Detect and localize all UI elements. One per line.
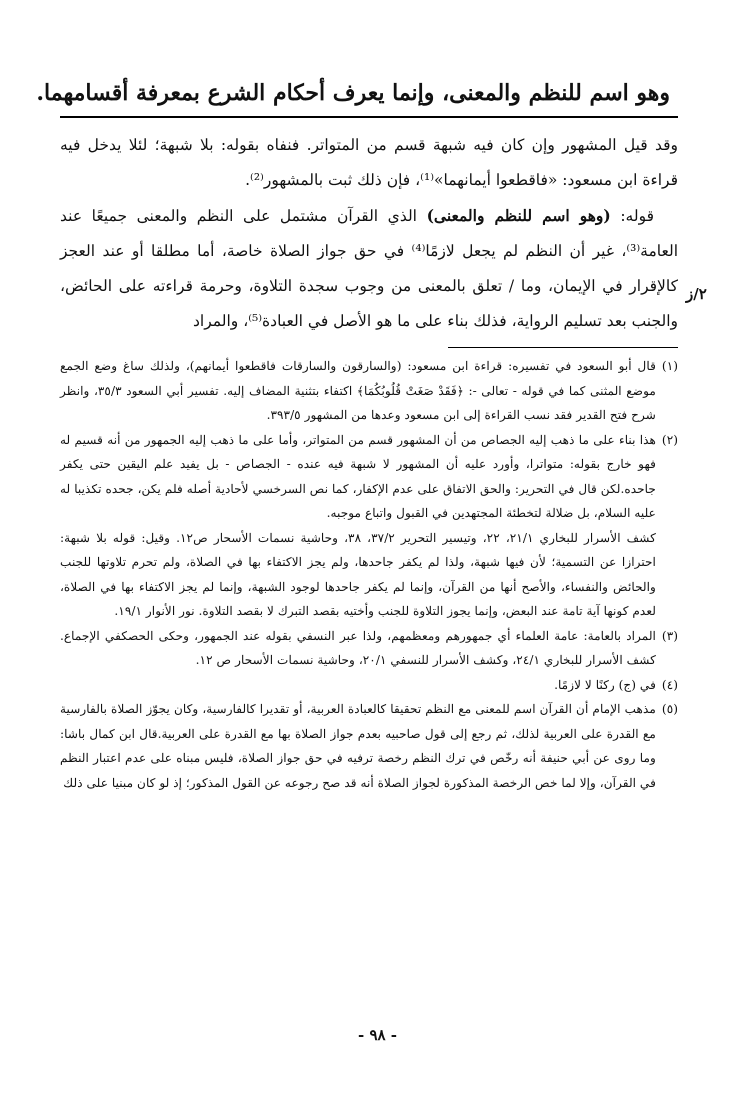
footnote-number: (٤) bbox=[661, 677, 678, 692]
paragraph-2 bbox=[60, 198, 678, 339]
quoted-term: (وهو اسم للنظم والمعنى) bbox=[426, 206, 611, 225]
footnotes bbox=[60, 354, 678, 795]
footnote-number: (٥) bbox=[661, 702, 678, 716]
page-header: وهو اسم للنظم والمعنى، وإنما يعرف أحكام الشرع بمعرفة أقسامهما. bbox=[36, 80, 670, 106]
header-rule bbox=[60, 116, 678, 118]
footnote-5 bbox=[60, 697, 678, 795]
footnote-number: (٣) bbox=[661, 628, 678, 643]
footnote-text: مذهب الإمام أن القرآن اسم للمعنى مع النظم تحقيقا كالعبادة العربية، أو تقديرا كالفارسية، وكان يجوّز الصلاة بالفارسية مع القدرة على العربية لذلك، ثم رجع إلى قول صاحبيه بعدم جواز الصلاة بها مع القدرة على العربية.قال ابن كمال باشا: وما روى عن أبي حنيفة أنه رخّص في ترك النظم رخصة ترفيه في حق جواز الصلاة، فليس مبناه على عدم اعتبار النظم في القرآن، وإلا لما خص الرخصة المذكورة لجواز الصلاة أنه قد صح رجوعه عن القول المذكور؛ إذ لو كان مبنيا على ذلك bbox=[60, 702, 656, 790]
page-number: - ٩٨ - bbox=[357, 1026, 398, 1044]
footnote-2-part-2: كشف الأسرار للبخاري ٢١/١، ٢٢، وتيسير التحرير ٣٧/٢، ٣٨، وحاشية نسمات الأسحار ص١٢. وقيل: قوله بلا شبهة: احترازا عن التسمية؛ لأن فيها شبهة، ولذا لم يكفر جاحدها، ولم يجز الاكتفاء بها في الصلاة، ولم تحرم تلاوتها للجنب والحائض والنفساء، والأصح أنها من القرآن، وإنما لم يكفر جاحدها لوجود الشبهة، وإنما لم يجز الاكتفاء بها في الصلاة، لعدم كونها آية تامة عند البعض، وإنما يجوز التلاوة للجنب وأختيه بقصد التبرك لا بقصد التلاوة. نور الأنوار ١٩/١. bbox=[60, 530, 656, 618]
footnote-rule bbox=[448, 347, 678, 348]
footnote-1 bbox=[60, 354, 678, 428]
footnote-text: قال أبو السعود في تفسيره: قراءة ابن مسعود: (والسارقون والسارقات فاقطعوا أيمانهم)، ولذلك ساغ وضع الجمع موضع المثنى كما في قوله - تعالى -: ﴿فَقَدْ صَغَتْ قُلُوبُكُمَا﴾ اكتفاء بتثنية المضاف إليه. تفسير أبي السعود ٣٥/٣، وانظر شرح فتح القدير فقد نسب القراءة إلى ابن مسعود وعدها من المشهور ٣٩٣/٥. bbox=[60, 359, 656, 422]
main-text bbox=[60, 128, 678, 339]
footnote-3 bbox=[60, 624, 678, 673]
footnote-2-part-1: هذا بناء على ما ذهب إليه الجصاص من أن المشهور قسم من المتواتر، وأما على ما ذهب إليه الجمهور من أنه قسيم له فهو خارج بقوله: متواترا، وأورد عليه أن المشهور لا شبهة فيه عنده - الجصاص - بل يفيد علم اليقين حتى يكفر جاحده.لكن قال في التحرير: والحق الاتفاق على عدم الإكفار، كما نص السرخسي لأحادية أصله فلم يكن، جحده تكذيبا له عليه السلام، بل ضلالة لتخطئة المجتهدين في القبول واتباع موجبه. bbox=[60, 432, 656, 520]
margin-reference: ٢/ز bbox=[686, 285, 707, 303]
footnote-4 bbox=[60, 673, 678, 698]
footnote-number: (٢) bbox=[661, 432, 678, 447]
paragraph-2-lead: قوله: bbox=[610, 207, 654, 225]
footnote-number: (١) bbox=[661, 359, 678, 373]
paragraph-2-rest: الذي القرآن مشتمل على النظم والمعنى جميعًا عند العامة⁽³⁾، غير أن النظم لم يجعل لازمًا⁽⁴⁾ في حق جواز الصلاة خاصة، أما مطلقا أو عند العجز كالإقرار في الإيمان، وما / تعلق بالمعنى من وجوب سجدة التلاوة، وحرمة قراءته على الحائض، والجنب بعد تسليم الرواية، فذلك بناء على ما هو الأصل في العبادة⁽⁵⁾، والمراد bbox=[60, 207, 679, 330]
paragraph-1: وقد قيل المشهور وإن كان فيه شبهة قسم من المتواتر. فنفاه بقوله: بلا شبهة؛ لئلا يدخل فيه قراءة ابن مسعود: «فاقطعوا أيمانهما»⁽¹⁾، فإن ذلك ثبت بالمشهور⁽²⁾. bbox=[60, 136, 678, 189]
footnote-text: في (ج) ركنًا لا لازمًا. bbox=[554, 677, 656, 692]
footnote-text bbox=[60, 428, 656, 624]
footnote-2 bbox=[60, 428, 678, 624]
footnote-text: المراد بالعامة: عامة العلماء أي جمهورهم ومعظمهم، ولذا عبر النسفي بقوله عند الجمهور، وحكى الحصكفي الإجماع. كشف الأسرار للبخاري ٢٤/١، وكشف الأسرار للنسفي ٢٠/١، وحاشية نسمات الأسحار ص ١٢. bbox=[60, 628, 656, 667]
page-content bbox=[36, 70, 679, 795]
